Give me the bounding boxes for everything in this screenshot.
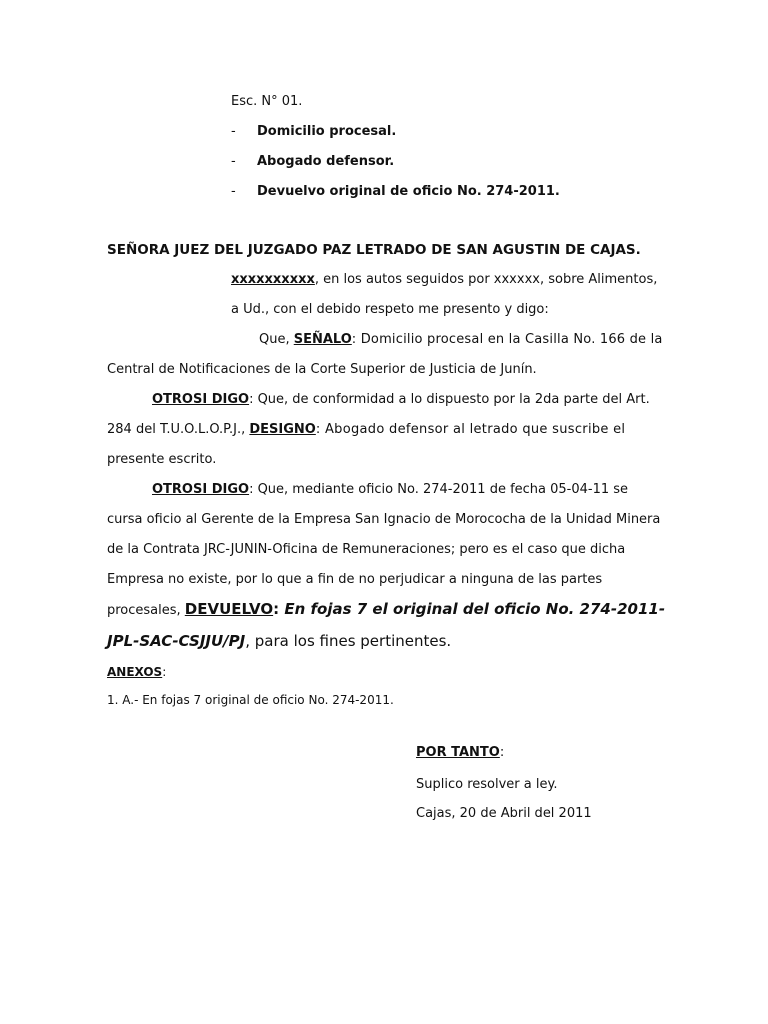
bullet-dash: - bbox=[231, 154, 236, 169]
header-item-text: Devuelvo original de oficio No. 274-2011. bbox=[257, 184, 560, 199]
party-name: xxxxxxxxxx bbox=[231, 272, 315, 287]
header-item-3 bbox=[231, 184, 560, 200]
keyword-otrosi-digo: OTROSI DIGO bbox=[152, 482, 250, 497]
p3-line-6 bbox=[107, 633, 451, 651]
keyword-otrosi-digo: OTROSI DIGO bbox=[152, 392, 250, 407]
p2-line-2 bbox=[107, 422, 625, 438]
escrito-number: Esc. N° 01. bbox=[231, 94, 303, 109]
intro-line-1 bbox=[231, 272, 661, 288]
p1-lead: Que, bbox=[259, 332, 294, 347]
p2-text: : Que, de conformidad a lo dispuesto por la 2da parte del Art. bbox=[249, 392, 650, 407]
p3-line-2: cursa oficio al Gerente de la Empresa San Ignacio de Morococha de la Unidad Minera bbox=[107, 512, 661, 527]
anexos-item: 1. A.- En fojas 7 original de oficio No. 274-2011. bbox=[107, 693, 394, 707]
p1-line-2: Central de Notificaciones de la Corte Superior de Justicia de Junín. bbox=[107, 362, 537, 377]
p3-colon: : bbox=[273, 600, 285, 618]
p1-text: : Domicilio procesal en la Casilla No. 166 de la bbox=[351, 332, 663, 347]
keyword-senalo: SEÑALO bbox=[293, 332, 352, 347]
por-tanto-label: POR TANTO bbox=[416, 745, 500, 760]
p3-line-4: Empresa no existe, por lo que a fin de no perjudicar a ninguna de las partes bbox=[107, 572, 603, 587]
oficio-reference: JPL-SAC-CSJJU/PJ bbox=[107, 632, 246, 650]
anexos-colon: : bbox=[162, 665, 167, 679]
header-item-2 bbox=[231, 154, 394, 170]
closing-line-1: Suplico resolver a ley. bbox=[416, 777, 558, 792]
p2-line-3: presente escrito. bbox=[107, 452, 217, 467]
header-item-text: Abogado defensor. bbox=[257, 154, 395, 169]
p3-text: , para los fines pertinentes. bbox=[245, 632, 452, 650]
header-item-text: Domicilio procesal. bbox=[257, 124, 397, 139]
p2-text: : Abogado defensor al letrado que suscribe el bbox=[315, 422, 626, 437]
p3-line-3: de la Contrata JRC-JUNIN-Oficina de Remuneraciones; pero es el caso que dicha bbox=[107, 542, 626, 557]
p3-line-5 bbox=[107, 601, 665, 619]
anexos-title bbox=[107, 664, 166, 680]
bullet-dash: - bbox=[231, 184, 236, 199]
p2-text: 284 del T.U.O.L.O.P.J., bbox=[107, 422, 250, 437]
p2-line-1 bbox=[152, 392, 650, 408]
keyword-devuelvo: DEVUELVO bbox=[184, 600, 274, 618]
p3-line-1 bbox=[152, 482, 628, 498]
closing-date: Cajas, 20 de Abril del 2011 bbox=[416, 806, 592, 821]
addressee: SEÑORA JUEZ DEL JUZGADO PAZ LETRADO DE SAN AGUSTIN DE CAJAS. bbox=[107, 242, 641, 258]
intro-line-2: a Ud., con el debido respeto me presento y digo: bbox=[231, 302, 549, 317]
por-tanto bbox=[416, 745, 504, 761]
p1-line-1 bbox=[259, 332, 663, 348]
keyword-designo: DESIGNO bbox=[249, 422, 316, 437]
bullet-dash: - bbox=[231, 124, 236, 139]
p3-text: : Que, mediante oficio No. 274-2011 de fecha 05-04-11 se bbox=[249, 482, 629, 497]
intro-text: , en los autos seguidos por xxxxxx, sobre Alimentos, bbox=[314, 272, 658, 287]
header-item-1 bbox=[231, 124, 396, 140]
por-tanto-colon: : bbox=[499, 745, 505, 760]
anexos-label: ANEXOS bbox=[107, 665, 163, 679]
p3-text: procesales, bbox=[107, 603, 185, 618]
devuelvo-detail: En fojas 7 el original del oficio No. 274-2011- bbox=[284, 600, 666, 618]
